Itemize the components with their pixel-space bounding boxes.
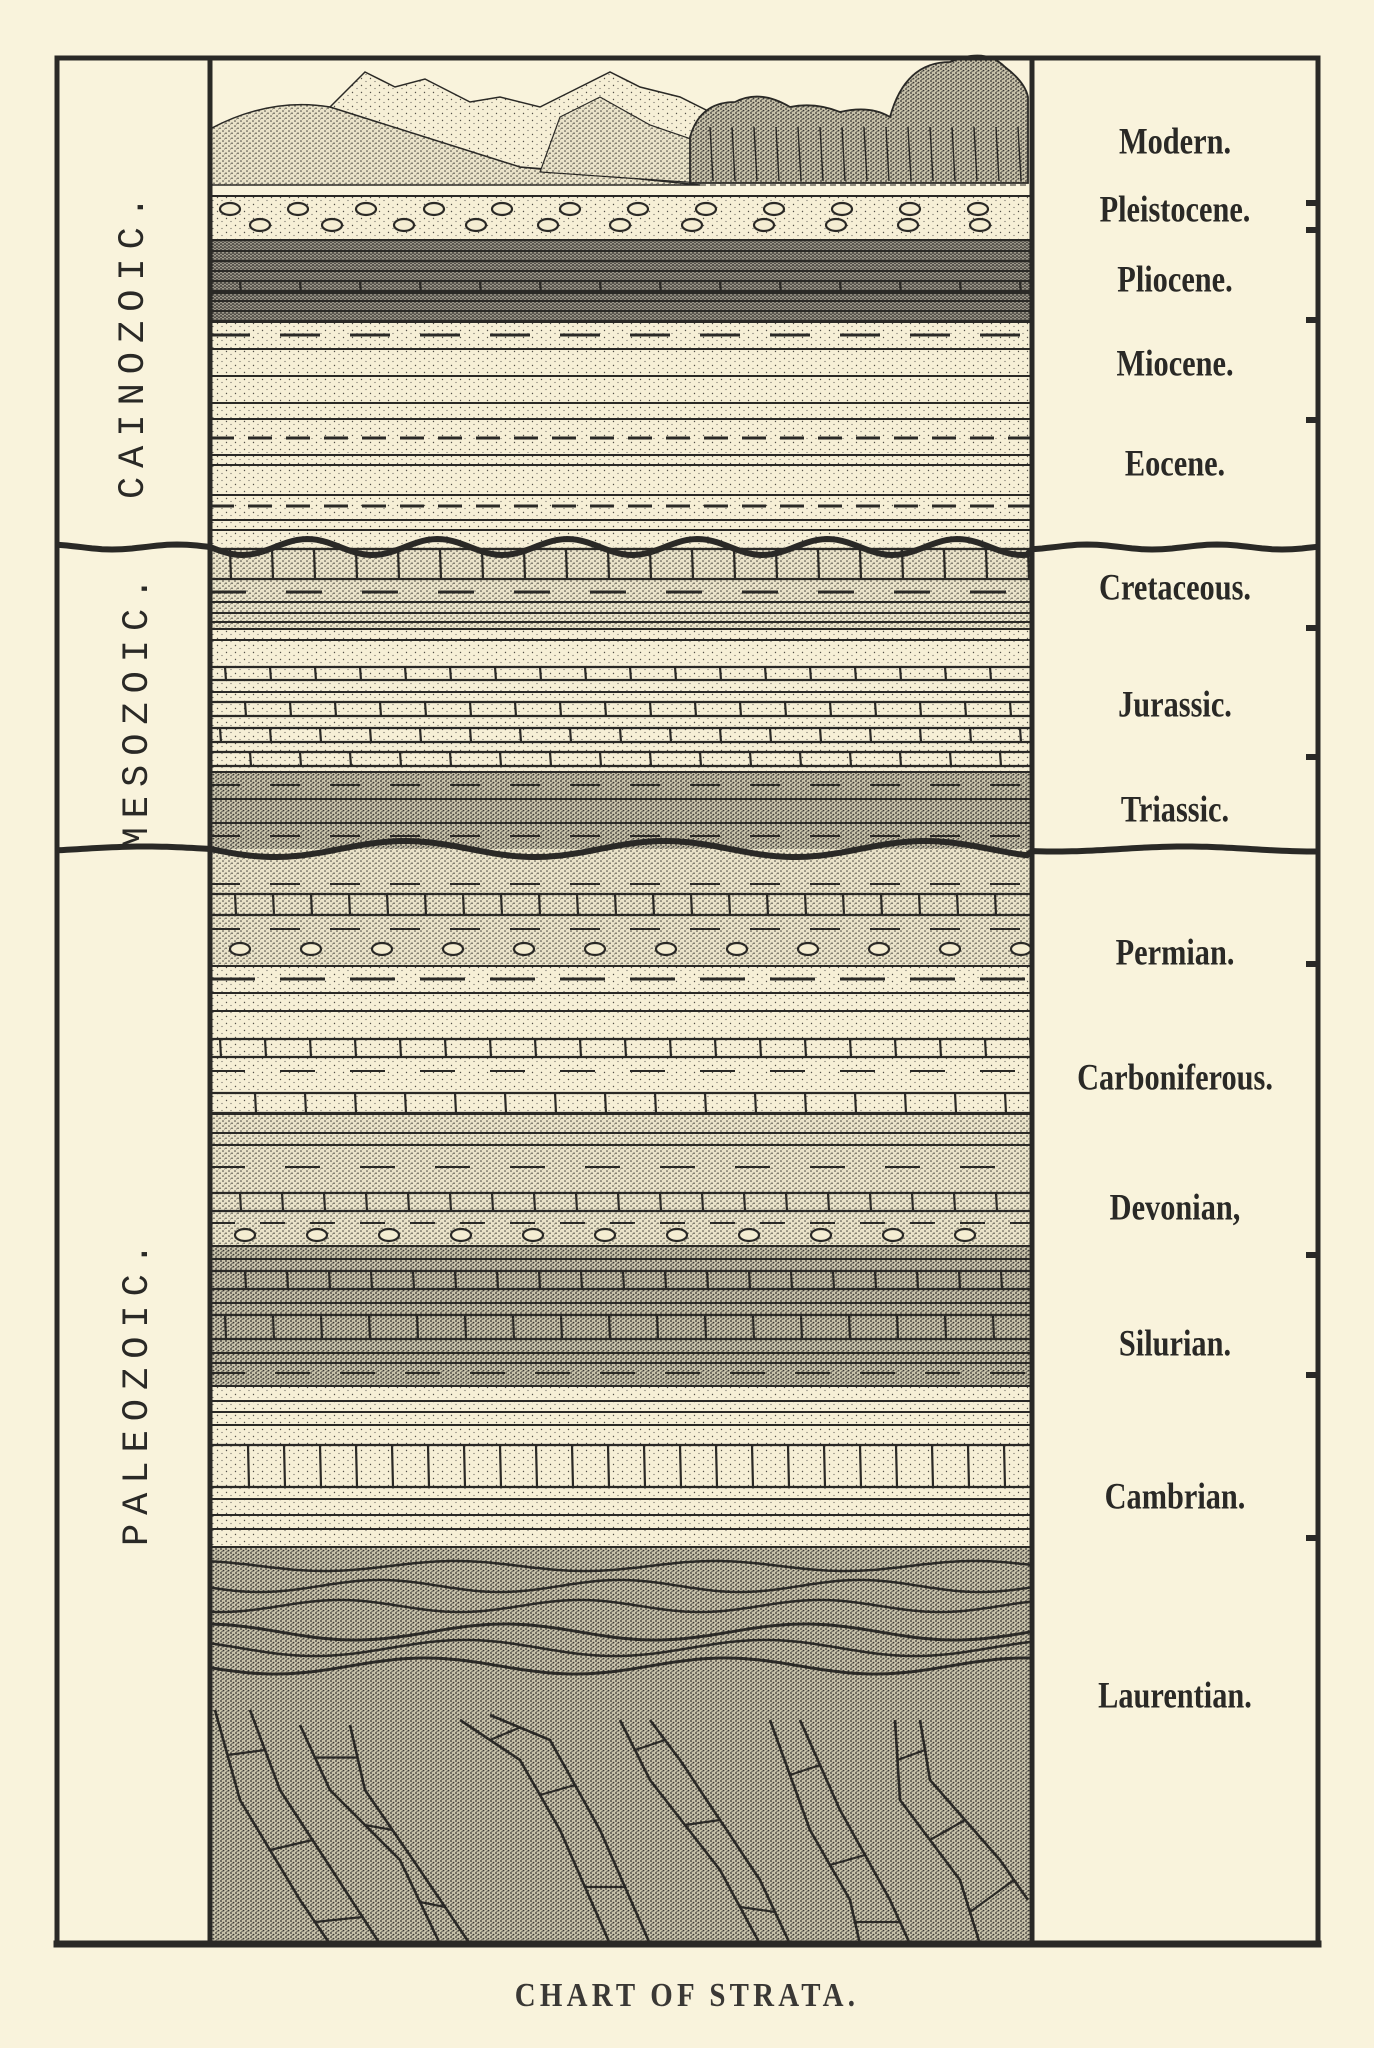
period-label-laurentian: Laurentian. xyxy=(1098,1675,1252,1717)
stratum-eocene xyxy=(210,420,1032,547)
boundary-tick xyxy=(1306,317,1318,323)
period-label-pleistocene: Pleistocene. xyxy=(1099,189,1251,231)
stratum-laurentian xyxy=(210,1548,1032,1944)
boundary-tick xyxy=(1306,961,1318,967)
stratum-permian xyxy=(210,849,1032,967)
chart-caption: CHART OF STRATA. xyxy=(514,1977,860,2014)
period-label-carboniferous: Carboniferous. xyxy=(1077,1057,1273,1099)
stratum-jurassic xyxy=(210,630,1032,773)
period-label-miocene: Miocene. xyxy=(1116,343,1234,385)
stratum-carboniferous xyxy=(210,967,1032,1115)
era-label-mesozoic: MESOZOIC. xyxy=(117,568,159,850)
stratum-pliocene xyxy=(210,241,1032,323)
stratum-triassic xyxy=(210,773,1032,849)
period-label-permian: Permian. xyxy=(1115,932,1235,974)
period-label-cambrian: Cambrian. xyxy=(1104,1476,1246,1518)
boundary-tick xyxy=(1306,1372,1318,1378)
boundary-tick xyxy=(1306,1535,1318,1541)
period-label-silurian: Silurian. xyxy=(1118,1323,1232,1365)
boundary-tick xyxy=(1306,625,1318,631)
era-label-paleozoic: PALEOZOIC. xyxy=(117,1233,159,1547)
boundary-tick xyxy=(1306,417,1318,423)
stratum-silurian xyxy=(210,1247,1032,1387)
period-label-modern: Modern. xyxy=(1118,121,1232,163)
stratum-pleistocene xyxy=(210,197,1032,241)
stratum-devonian xyxy=(210,1115,1032,1247)
period-label-devonian: Devonian, xyxy=(1109,1187,1241,1229)
period-label-triassic: Triassic. xyxy=(1120,789,1230,831)
boundary-tick xyxy=(1306,1252,1318,1258)
boundary-tick xyxy=(1306,754,1318,760)
boundary-tick xyxy=(1306,227,1318,233)
period-label-jurassic: Jurassic. xyxy=(1118,684,1232,726)
era-label-cainozoic: CAINOZOIC. xyxy=(113,186,155,500)
period-label-cretaceous: Cretaceous. xyxy=(1099,567,1251,609)
period-label-eocene: Eocene. xyxy=(1124,443,1226,485)
boundary-tick xyxy=(1306,200,1318,206)
stratum-miocene xyxy=(210,323,1032,420)
stratum-cambrian xyxy=(210,1387,1032,1548)
period-label-pliocene: Pliocene. xyxy=(1117,259,1233,301)
stratum-cretaceous xyxy=(210,547,1032,630)
stratum-modern xyxy=(210,56,1032,197)
